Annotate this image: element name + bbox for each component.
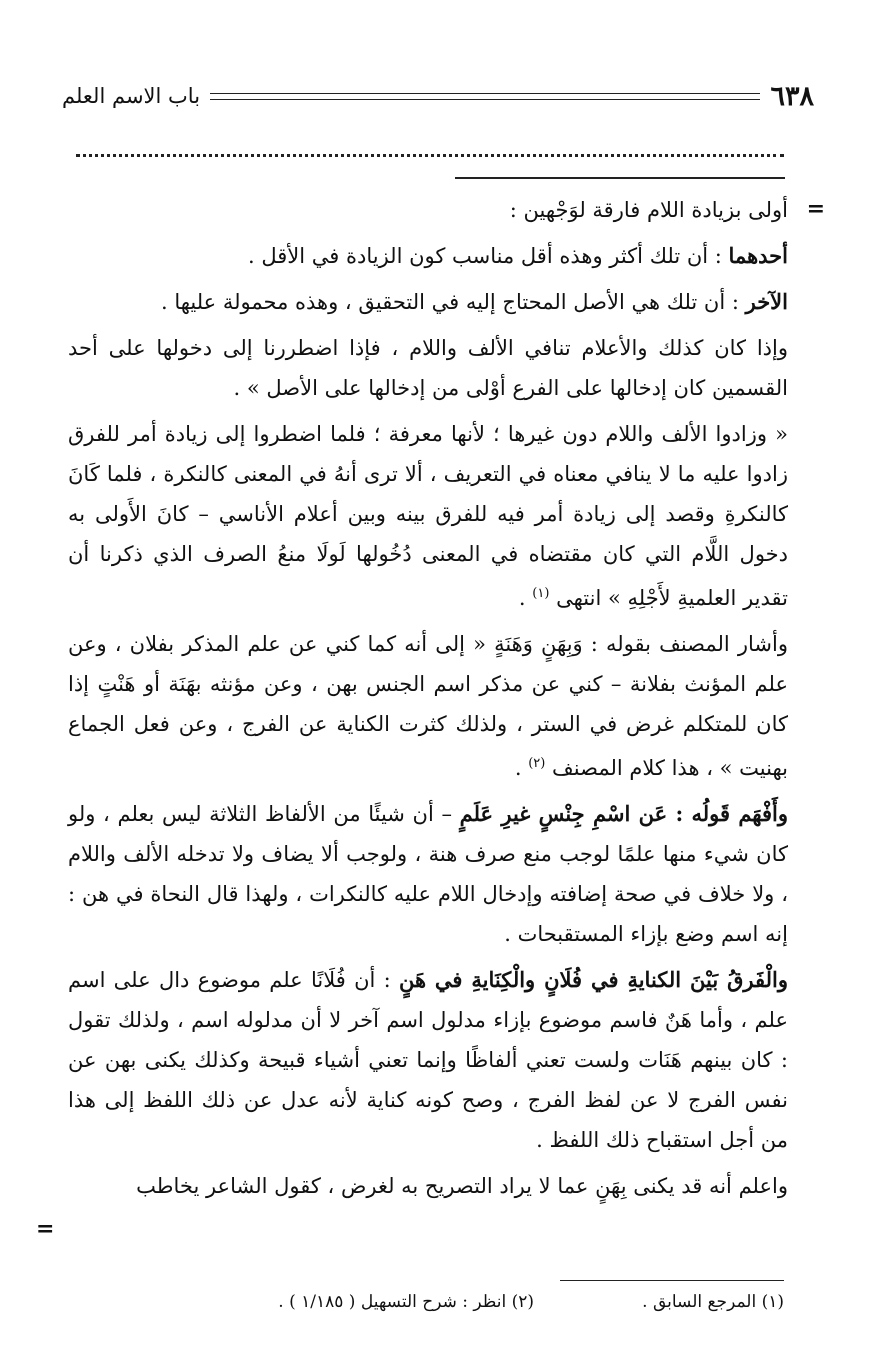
- paragraph: [68, 1166, 788, 1206]
- chapter-title: باب الاسم العلم: [62, 84, 201, 108]
- paragraph: [68, 960, 788, 1160]
- paragraph-tail: .: [514, 756, 529, 780]
- paragraph-tail: .: [518, 586, 533, 610]
- page-number: ٦٣٨: [770, 80, 814, 112]
- main-text: [68, 190, 788, 1212]
- paragraph-text: وأشار المصنف بقوله : وَبِهَنٍ وَهَنَةٍ « إلى أنه كما كني عن علم المذكر بفلان ، وعن علم المؤنث بفلانة – كني عن مذكر اسم الجنس بهن ، وعن مؤنثه بهَنَة أو هَنْتٍ إذا كان للمتكلم غرض في الستر ، ولذلك كثرت الكناية عن الفرج ، وعن فعل الجماع بهنيت » ، هذا كلام المصنف: [68, 632, 788, 780]
- paragraph-lead: الآخر: [745, 289, 788, 314]
- running-header: [62, 78, 814, 114]
- paragraph-text: أولى بزيادة اللام فارقة لوَجْهين :: [509, 198, 788, 222]
- paragraph-text: : أن تلك أكثر وهذه أقل مناسب كون الزيادة في الأقل .: [247, 244, 729, 268]
- paragraph: [68, 624, 788, 788]
- paragraph-text: « وزادوا الألف واللام دون غيرها ؛ لأنها معرفة ؛ فلما اضطروا إلى زيادة أمر للفرق زادوا عليه ما لا ينافي معناه في التعريف ، ألا ترى أنهُ في المعنى كالنكرة ، فلما كَانَ كالنكرةِ وقصد إلى زيادة أمر فيه للفرق بينه وبين أعلام الأناسي – كانَ الأَولى به دخول اللَّام التي كان مقتضاه في المعنى دُخُولها لَولَا منعُ الصرف الذي ذكرنا أن تقدير العلميةِ لأَجْلِهِ » انتهى: [68, 422, 788, 610]
- paragraph-lead: وأَفْهَم قَولُه : عَن اسْمِ جِنْسٍ غيرِ عَلَمٍ: [459, 801, 788, 826]
- continuation-rule: [455, 177, 785, 179]
- continuation-mark-top: =: [806, 196, 825, 222]
- paragraph: [68, 282, 788, 322]
- paragraph: [68, 794, 788, 954]
- paragraph-lead: والْفَرقُ بَيْنَ الكنايةِ في فُلَانٍ والْكِنَايةِ في هَنٍ: [398, 967, 788, 992]
- footnote-1: (١) المرجع السابق .: [642, 1292, 784, 1312]
- footnote-ref: (٢): [528, 756, 546, 771]
- paragraph: [68, 236, 788, 276]
- footnotes: [80, 1292, 784, 1322]
- footnote-ref: (١): [532, 586, 550, 601]
- footnote-2: (٢) انظر : شرح التسهيل ( ١/١٨٥ ) .: [278, 1292, 534, 1312]
- header-double-rule: [210, 93, 760, 100]
- paragraph-text: – أن شيئًا من الألفاظ الثلاثة ليس بعلم ، ولو كان شيء منها علمًا لوجب منع صرف هنة ، ولوجب ألا يضاف ولا تدخله الألف واللام ، ولا خلاف في صحة إضافته وإدخال اللام عليه كالنكرات ، ولهذا قال النحاة في هن : إنه اسم وضع بإزاء المستقبحات .: [68, 802, 788, 946]
- paragraph: [68, 328, 788, 408]
- paragraph-text: وإذا كان كذلك والأعلام تنافي الألف واللام ، فإذا اضطررنا إلى دخولها على أحد القسمين كان إدخالها على الفرع أوْلى من إدخالها على الأصل » .: [68, 336, 788, 400]
- continuation-mark-bottom: =: [36, 1216, 55, 1242]
- paragraph-lead: أحدهما: [728, 243, 788, 268]
- paragraph-text: : أن تلك هي الأصل المحتاج إليه في التحقيق ، وهذه محمولة عليها .: [160, 290, 746, 314]
- footnote-rule: [560, 1280, 784, 1281]
- paragraph-text: : أن فُلَانًا علم موضوع دال على اسم علم ، وأما هَنٌ فاسم موضوع بإزاء مدلول اسم آخر لا أن مدلوله اسم ، ولذلك تقول : كان بينهم هَنَات ولست تعني ألفاظًا وإنما تعني أشياء قبيحة وكذلك يكنى بهن عن نفس الفرج لا عن لفظ الفرج ، وصح كونه كناية لأنه عدل عن ذلك اللفظ إلى هذا من أجل استقباح ذلك اللفظ .: [68, 968, 788, 1152]
- dotted-separator: [76, 146, 784, 157]
- paragraph: [68, 414, 788, 618]
- paragraph-text: واعلم أنه قد يكنى بِهَنٍ عما لا يراد التصريح به لغرض ، كقول الشاعر يخاطب: [136, 1174, 788, 1198]
- paragraph: [68, 190, 788, 230]
